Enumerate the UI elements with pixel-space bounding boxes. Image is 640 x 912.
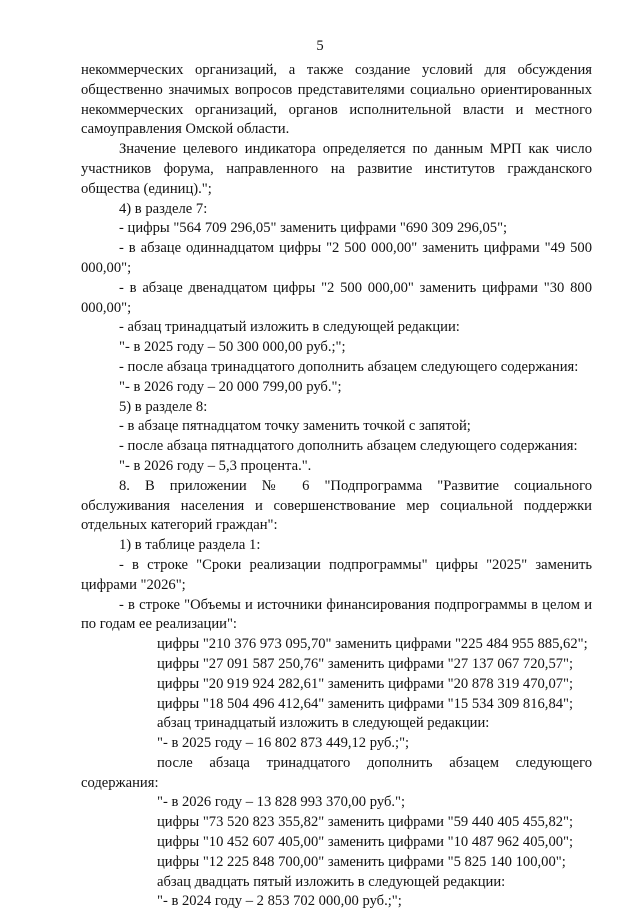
paragraph: "- в 2025 году – 16 802 873 449,12 руб.;"; [157,735,410,752]
paragraph: цифры "210 376 973 095,70" заменить цифрами "225 484 955 885,62"; [157,636,588,653]
paragraph: некоммерческих организаций, а также создание условий для обсуждения общественно значимых вопросов представителями социально ориентированных некоммерческих организаций, органов исполнительной власти и местного самоуправления Омской области. [81,62,592,138]
paragraph: - в абзаце пятнадцатом точку заменить точкой с запятой; [119,418,471,435]
paragraph: "- в 2024 году – 2 853 702 000,00 руб.;"; [157,893,402,910]
paragraph: цифры "27 091 587 250,76" заменить цифрами "27 137 067 720,57"; [157,655,574,672]
paragraph: цифры "73 520 823 355,82" заменить цифрами "59 440 405 455,82"; [157,814,574,831]
paragraph: 8. В приложении № 6 "Подпрограмма "Развитие социального обслуживания населения и совершенствование мер социальной поддержки отдельных категорий граждан": [81,477,592,534]
page-number: 5 [316,38,324,54]
paragraph: абзац тринадцатый изложить в следующей редакции: [157,715,490,732]
paragraph: цифры "18 504 496 412,64" заменить цифрами "15 534 309 816,84"; [157,695,574,712]
paragraph: 4) в разделе 7: [119,200,208,217]
paragraph: - в строке "Объемы и источники финансирования подпрограммы в целом и по годам ее реализации": [81,596,592,633]
paragraph: абзац двадцать пятый изложить в следующей редакции: [157,873,506,890]
paragraph: 5) в разделе 8: [119,398,208,415]
paragraph: - абзац тринадцатый изложить в следующей редакции: [119,319,460,336]
paragraph: "- в 2026 году – 20 000 799,00 руб."; [119,378,342,395]
paragraph: Значение целевого индикатора определяется по данным МРП как число участников форума, направленного на развитие институтов гражданского общества (единиц)."; [81,141,592,197]
paragraph: - после абзаца тринадцатого дополнить абзацем следующего содержания: [119,358,579,375]
paragraph: "- в 2026 году – 13 828 993 370,00 руб."; [157,794,406,811]
paragraph: цифры "10 452 607 405,00" заменить цифрами "10 487 962 405,00"; [157,834,574,851]
paragraph: - в абзаце одиннадцатом цифры "2 500 000,00" заменить цифрами "49 500 000,00"; [81,240,592,276]
paragraph: цифры "20 919 924 282,61" заменить цифрами "20 878 319 470,07"; [157,675,574,692]
paragraph: - после абзаца пятнадцатого дополнить абзацем следующего содержания: [119,438,578,455]
paragraph: "- в 2025 году – 50 300 000,00 руб.;"; [119,339,346,356]
paragraph: - цифры "564 709 296,05" заменить цифрами "690 309 296,05"; [119,220,508,237]
paragraph: цифры "12 225 848 700,00" заменить цифрами "5 825 140 100,00"; [157,853,566,870]
paragraph: - в абзаце двенадцатом цифры "2 500 000,00" заменить цифрами "30 800 000,00"; [81,279,592,316]
paragraph: - в строке "Сроки реализации подпрограммы" цифры "2025" заменить цифрами "2026"; [81,556,592,593]
paragraph: 1) в таблице раздела 1: [119,537,261,554]
paragraph: после абзаца тринадцатого дополнить абзацем следующего содержания: [81,754,592,791]
paragraph: "- в 2026 году – 5,3 процента.". [119,457,312,474]
document-body [81,61,592,912]
